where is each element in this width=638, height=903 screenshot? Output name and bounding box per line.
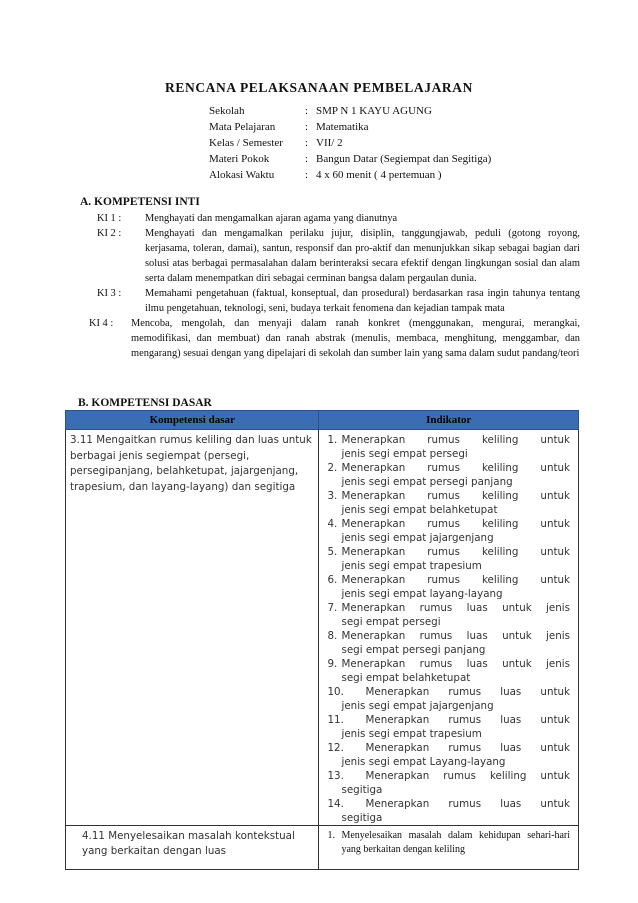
ki-item-1: KI 1 : Menghayati dan mengamalkan ajaran agama yang dianutnya — [97, 213, 398, 224]
header-indikator: Indikator — [319, 411, 579, 430]
indicator-text: Menerapkan rumus keliling untuk — [341, 462, 570, 474]
meta-row-class: Kelas / Semester : VII/ 2 — [209, 137, 343, 149]
indicator-text: Menerapkan rumus luas untuk — [365, 742, 570, 754]
indicator-line — [327, 769, 570, 783]
table-header-row — [66, 411, 579, 430]
meta-row-topic: Materi Pokok : Bangun Datar (Segiempat dan Segitiga) — [209, 153, 492, 165]
indicator-item — [327, 629, 570, 657]
indicator-text: Menerapkan rumus keliling untuk — [341, 434, 570, 446]
indicator-number: 6. — [327, 574, 338, 586]
indicator-line — [327, 713, 570, 727]
indicator-line — [327, 461, 570, 475]
indicator-item — [327, 657, 570, 685]
indicator-text: Menerapkan rumus luas untuk — [365, 798, 570, 810]
indicator-item — [327, 713, 570, 741]
indicator-cell — [319, 430, 579, 826]
section-a-heading: A. KOMPETENSI INTI — [80, 196, 200, 208]
ki-item-4: KI 4 : Mencoba, mengolah, dan menyaji dalam ranah konkret (menggunakan, mengurai, merangkai, memodifikasi, dan membuat) dan ranah abstrak (menulis, membaca, menghitung, menggambar, dan mengarang) sesuai dengan yang dipelajari di sekolah dan sumber lain yang sama dalam sudut pandang/teori — [89, 318, 580, 359]
ki-item-2: KI 2 : Menghayati dan mengamalkan perilaku jujur, disiplin, tanggungjawab, peduli (gotong royong, kerjasama, toleran, damai), santun, responsif dan pro-aktif dan menunjukkan sikap sebagai bagian dari solusi atas berbagai permasalahan dalam berinteraksi secara efektif dengan lingkungan sosial dan alam serta dalam menempatkan diri sebagai cerminan bangsa dalam pergaulan dunia. — [97, 228, 580, 284]
kd-cell-2 — [66, 826, 319, 870]
indicator-line — [327, 433, 570, 447]
indicator-number: 3. — [327, 490, 338, 502]
indicator-text-cont: segi empat persegi — [341, 616, 441, 628]
indicator-number: 10. — [327, 686, 344, 698]
indicator-number: 11. — [327, 714, 344, 726]
indicator-text-cont: jenis segi empat trapesium — [341, 728, 482, 740]
indicator-number: 14. — [327, 798, 344, 810]
indicator-text-cont: jenis segi empat belahketupat — [341, 504, 498, 516]
indicator-item — [327, 769, 570, 797]
meta-row-school: Sekolah : SMP N 1 KAYU AGUNG — [209, 105, 432, 117]
indicator-line — [327, 517, 570, 531]
indicator-line — [327, 573, 570, 587]
indicator-line — [327, 685, 570, 699]
indicator-item — [327, 545, 570, 573]
kd-cell — [66, 430, 319, 826]
indicator-item — [327, 461, 570, 489]
indicator-item — [327, 489, 570, 517]
indicator-text-cont: jenis segi empat jajargenjang — [341, 700, 494, 712]
indicator-number: 4. — [327, 518, 338, 530]
indicator-text: Menerapkan rumus luas untuk jenis — [341, 630, 570, 642]
section-b-heading: B. KOMPETENSI DASAR — [78, 397, 212, 409]
identity-block — [209, 105, 491, 185]
kd-text-2: 4.11 Menyelesaikan masalah kontekstual yang berkaitan dengan luas — [82, 830, 295, 857]
ki-item-3: KI 3 : Memahami pengetahuan (faktual, konseptual, dan prosedural) berdasarkan rasa ingin tahunya tentang ilmu pengetahuan, teknologi, seni, budaya terkait fenomena dan kejadian tampak mata — [97, 288, 580, 314]
indicator-line — [327, 489, 570, 503]
indicator-item — [327, 573, 570, 601]
indicator-line — [327, 601, 570, 615]
indicator-text-cont: jenis segi empat Layang-layang — [341, 756, 506, 768]
indicator-item — [327, 741, 570, 769]
indicator-list — [327, 433, 570, 825]
indicator-text-cont: jenis segi empat jajargenjang — [341, 532, 494, 544]
indicator-item — [327, 797, 570, 825]
meta-row-time: Alokasi Waktu : 4 x 60 menit ( 4 pertemuan ) — [209, 169, 442, 181]
indicator-text-cont: segi empat persegi panjang — [341, 644, 486, 656]
indicator-text: Menerapkan rumus luas untuk — [365, 714, 570, 726]
kd-table — [65, 410, 579, 870]
indicator-text-cont: jenis segi empat trapesium — [341, 560, 482, 572]
indicator-number: 13. — [327, 770, 344, 782]
indicator-number: 12. — [327, 742, 344, 754]
indicator-item — [327, 433, 570, 461]
meta-row-subject: Mata Pelajaran : Matematika — [209, 121, 369, 133]
indicator-number: 8. — [327, 630, 338, 642]
indicator-text: Menerapkan rumus luas untuk jenis — [341, 658, 570, 670]
indicator-number: 5. — [327, 546, 338, 558]
table-row — [66, 826, 579, 870]
indicator-text-cont: jenis segi empat persegi — [341, 448, 468, 460]
indicator-text: Menerapkan rumus keliling untuk — [341, 574, 570, 586]
indicator-cell-2 — [319, 826, 579, 870]
indicator-text-cont: segi empat belahketupat — [341, 672, 471, 684]
indicator-line — [327, 741, 570, 755]
ki-list — [89, 211, 580, 361]
indicator-text-cont: segitiga — [341, 784, 383, 796]
indicator-item — [327, 601, 570, 629]
indicator-text-cont: jenis segi empat persegi panjang — [341, 476, 513, 488]
indicator-number: 1. — [327, 434, 338, 446]
indicator-number: 7. — [327, 602, 338, 614]
indicator-item: 1. Menyelesaikan masalah dalam kehidupan sehari-hari yang berkaitan dengan keliling — [327, 830, 570, 855]
indicator-text-cont: segitiga — [341, 812, 383, 824]
indicator-text: Menerapkan rumus keliling untuk — [341, 518, 570, 530]
indicator-line — [327, 797, 570, 811]
indicator-number: 9. — [327, 658, 338, 670]
indicator-text: Menerapkan rumus luas untuk — [365, 686, 570, 698]
indicator-text: Menerapkan rumus luas untuk jenis — [341, 602, 570, 614]
indicator-text: Menerapkan rumus keliling untuk — [365, 770, 570, 782]
indicator-number: 2. — [327, 462, 338, 474]
header-kompetensi-dasar: Kompetensi dasar — [66, 411, 319, 430]
indicator-line — [327, 657, 570, 671]
indicator-text: Menerapkan rumus keliling untuk — [341, 490, 570, 502]
indicator-item — [327, 517, 570, 545]
indicator-line — [327, 629, 570, 643]
table-row — [66, 430, 579, 826]
page-title: RENCANA PELAKSANAAN PEMBELAJARAN — [165, 80, 473, 95]
indicator-line — [327, 545, 570, 559]
indicator-text: Menerapkan rumus keliling untuk — [341, 546, 570, 558]
indicator-text-cont: jenis segi empat layang-layang — [341, 588, 503, 600]
kd-text: 3.11 Mengaitkan rumus keliling dan luas untuk berbagai jenis segiempat (persegi, persegipanjang, belahketupat, jajargenjang, trapesium, dan layang-layang) dan segitiga — [70, 434, 312, 493]
indicator-item — [327, 685, 570, 713]
